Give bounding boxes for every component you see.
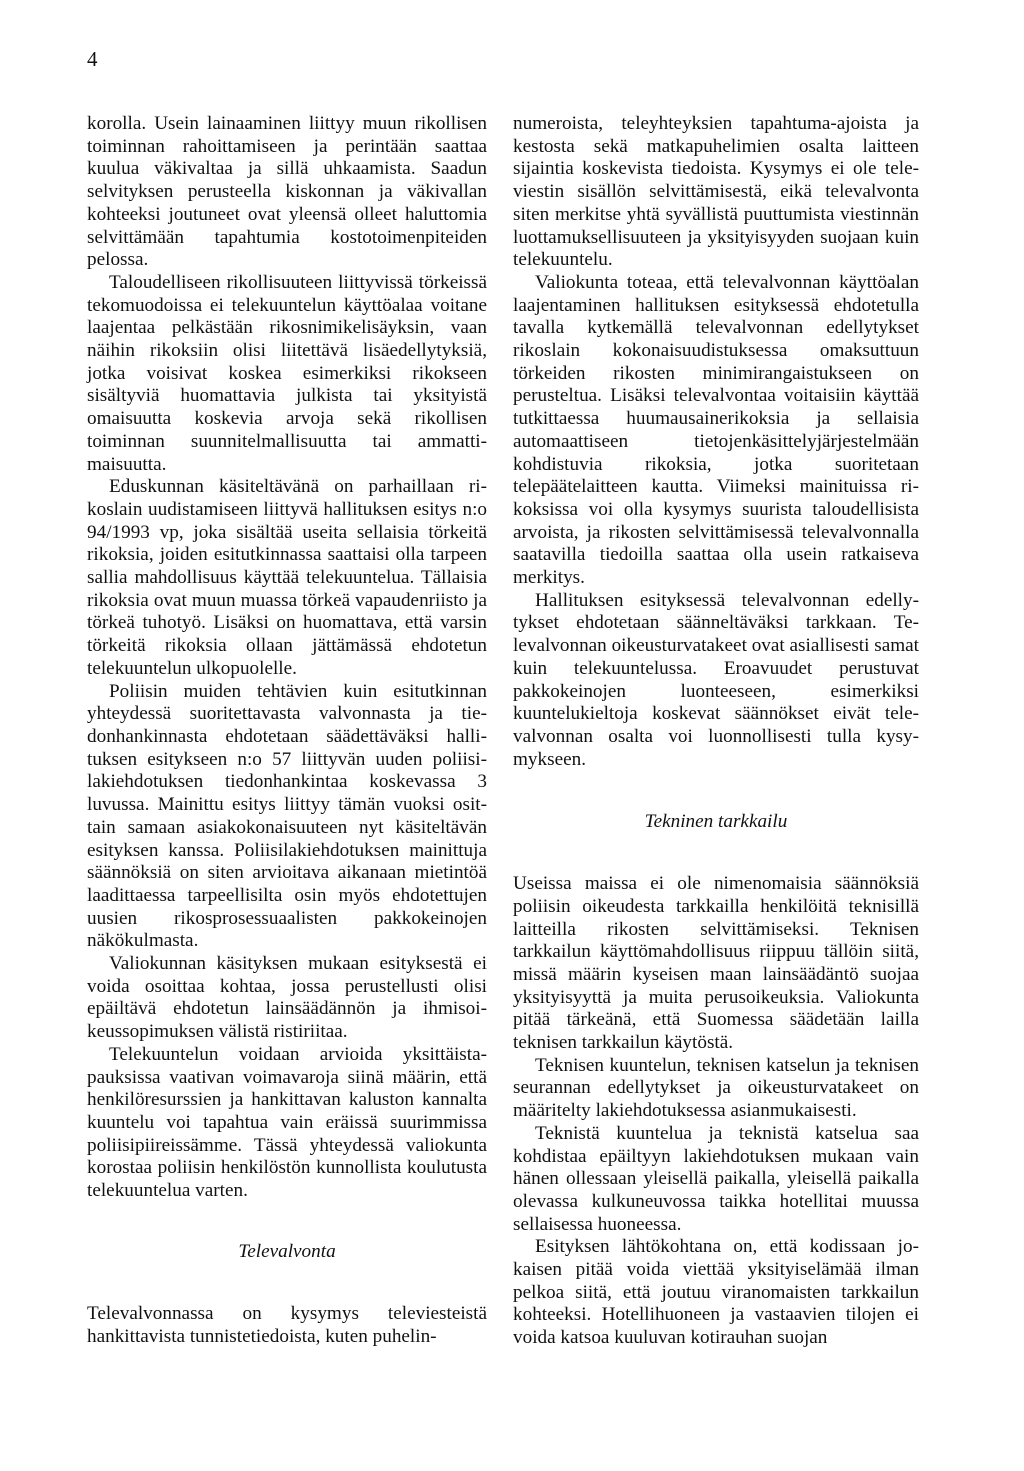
paragraph: Poliisin muiden tehtävien kuin esitutkinnan yhteydessä suoritettavasta valvonnasta ja tiedonhankinnasta ehdotetaan säädettäväksi hallituksen esitykseen n:o 57 liittyvän uuden poliisilakiehdotuksen tiedonhankintaa koskevassa 3 luvussa. Mainittu esitys liittyy tämän vuoksi osittain samaan asiakokonaisuuteen nyt käsiteltävän esityksen kanssa. Poliisilakiehdotuksen mainittuja säännöksiä on siten arvioitava aikanaan mietintöä laadittaessa tarpeellisilta osin myös ehdotettujen uusien rikosprosessuaalisten pakkokeinojen näkökulmasta. [87,680,487,952]
paragraph: Teknistä kuuntelua ja teknistä katselua saa kohdistaa epäiltyyn lakiehdotuksen mukaan vain hänen ollessaan yleisellä paikalla, yleisellä paikalla olevassa kulkuneuvossa taikka hotellitai muussa sellaisessa huoneessa. [513,1122,919,1235]
paragraph: korolla. Usein lainaaminen liittyy muun rikollisen toiminnan rahoittamiseen ja perintään saattaa kuulua väkivaltaa ja sillä uhkaamista. Saadun selvityksen perusteella kiskonnan ja väkivallan kohteeksi joutuneet ovat yleensä olleet haluttomia selvittämään tapahtumia kostotoimenpiteiden pelossa. [87,113,487,271]
paragraph: Telekuuntelun voidaan arvioida yksittäistapauksissa vaativan voimavaroja siinä määrin, että henkilöresurssien ja hankittavan kaluston kannalta kuuntelu voi tapahtua vain eräissä suurimmissa poliisipiireissämme. Tässä yhteydessä valiokunta korostaa poliisin henkilöstön kunnollista koulutusta telekuuntelua varten. [87,1043,487,1202]
paragraph: Hallituksen esityksessä televalvonnan edellytykset ehdotetaan säänneltäväksi tarkkaan. Televalvonnan oikeusturvatakeet ovat asiallisesti samat kuin telekuuntelussa. Eroavuudet perustuvat pakkokeinojen luonteeseen, esimerkiksi kuuntelukieltoja koskevat säännökset eivät televalvonnan osalta voi luonnollisesti tulla kysymykseen. [513,589,920,770]
paragraph: Useissa maissa ei ole nimenomaisia säännöksiä poliisin oikeudesta tarkkailla henkilöitä teknisillä laitteilla rikosten selvittämiseksi. Teknisen tarkkailun käyttömahdollisuus riippuu tällöin siitä, missä määrin kyseisen maan lainsäädäntö suojaa yksityisyyttä ja muita perusoikeuksia. Valiokunta pitää tärkeänä, että Suomessa säädetään laillа teknisen tarkkailun käytöstä. [513,873,919,1054]
section-heading-televalvonta: Televalvonta [238,1240,336,1262]
paragraph: Esityksen lähtökohtana on, että kodissaan jokaisen pitää voida viettää yksityiselämää ilman pelkoa siitä, että joutuu viranomaisten tarkkailun kohteeksi. Hotellihuoneen ja vastaavien tilojen ei voida katsoa kuuluvan kotirauhan suojan [513,1236,919,1349]
right-column [513,113,919,1350]
section-heading-tekninen-tarkkailu: Tekninen tarkkailu [644,811,788,833]
paragraph: Valiokunnan käsityksen mukaan esityksestä ei voida osoittaa kohtaa, jossa perustellusti olisi epäiltävä ehdotetun lainsäädännön ja ihmisoikeussopimuksen välistä ristiriitaa. [87,953,487,1043]
paragraph: Televalvonnassa on kysymys televiesteistä hankittavista tunnistetiedoista, kuten puhelin- [87,1303,487,1348]
left-column [87,113,487,1349]
page-number: 4 [87,47,98,71]
paragraph: Valiokunta toteaa, että televalvonnan käyttöalan laajentaminen hallituksen esityksessä ehdotetulla tavalla kytkemällä televalvonnan edellytykset rikoslain kokonaisuudistuksessa omaksuttuun törkeiden rikosten minimirangaistukseen on perusteltua. Lisäksi televalvontaa voitaisiin käyttää tutkittaessa huumausainerikoksia ja sellaisia automaattiseen tietojenkäsittelyjärjestelmään kohdistuvia rikoksia, jotka suoritetaan telepäätelaitteen kautta. Viimeksi mainituissa rikoksissa voi olla kysymys suurista taloudellisista arvoista, ja rikosten selvittämisessä televalvonnalla saatavilla tiedoilla saattaa olla usein ratkaiseva merkitys. [513,271,919,589]
paragraph: Eduskunnan käsiteltävänä on parhaillaan rikoslain uudistamiseen liittyvä hallituksen esitys n:o 94/1993 vp, joka sisältää useita sellaisia törkeitä rikoksia, joiden esitutkinnassa saattaisi olla tarpeen sallia mahdollisuus käyttää telekuuntelua. Tällaisia rikoksia ovat muun muassa törkeä vapaudenriisto ja törkeä tuhotyö. Lisäksi on huomattava, että varsin törkeitä rikoksia ollaan jättämässä ehdotetun telekuuntelun ulkopuolelle. [87,476,487,679]
paragraph: Taloudelliseen rikollisuuteen liittyvissä törkeissä tekomuodoissa ei telekuuntelun käyttöalaa voitane laajentaa pelkästään rikosnimikelisäyksin, vaan näihin rikoksiin olisi liitettävä lisäedellytyksiä, jotka voisivat koskea esimerkiksi rikokseen sisältyviä huomattavia julkista tai yksityistä omaisuutta koskevia arvoja sekä rikollisen toiminnan suunnitelmallisuutta tai ammattimaisuutta. [87,271,487,475]
paragraph: Teknisen kuuntelun, teknisen katselun ja teknisen seurannan edellytykset ja oikeusturvatakeet on määritelty lakiehdotuksessa asianmukaisesti. [513,1054,919,1122]
paragraph: numeroista, teleyhteyksien tapahtuma-ajoista ja kestosta sekä matkapuhelimien osalta laitteen sijaintia koskevista tiedoista. Kysymys ei ole televiestin sisällön selvittämisestä, eikä televalvonta siten merkitse yhtä syvällistä puuttumista viestinnän luottamuksellisuuteen ja yksityisyyden suojaan kuin telekuuntelu. [513,113,919,271]
